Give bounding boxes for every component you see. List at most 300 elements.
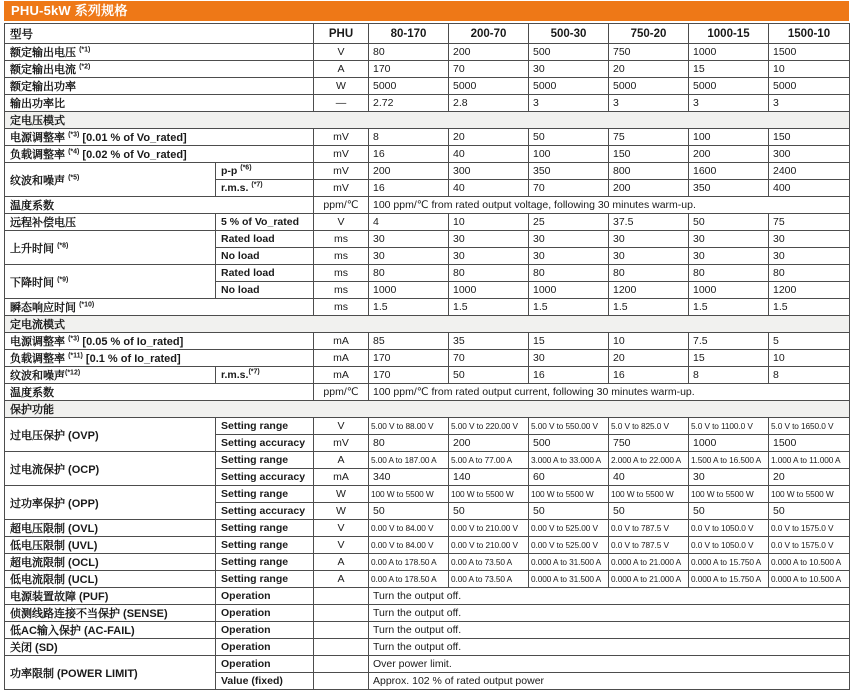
value-cell: 70 xyxy=(449,61,529,78)
value-cell-span: 100 ppm/℃ from rated output voltage, following 30 minutes warm-up. xyxy=(369,197,850,214)
value-cell: 100 W to 5500 W xyxy=(689,486,769,503)
value-cell: 5000 xyxy=(369,78,449,95)
unit-cell: ms xyxy=(314,282,369,299)
value-cell: 0.000 A to 15.750 A xyxy=(689,554,769,571)
value-cell: 1.5 xyxy=(529,299,609,316)
value-cell: 0.00 V to 525.00 V xyxy=(529,537,609,554)
table-row xyxy=(5,639,850,656)
unit-cell xyxy=(314,622,369,639)
row-sublabel: Operation xyxy=(216,639,314,656)
value-cell: 1000 xyxy=(689,282,769,299)
value-cell: 0.000 A to 15.750 A xyxy=(689,571,769,588)
value-cell: 20 xyxy=(449,129,529,146)
row-label: 低电压限制 (UVL) xyxy=(5,537,216,554)
value-cell: 300 xyxy=(449,163,529,180)
row-sublabel: Setting accuracy xyxy=(216,503,314,520)
value-cell: 100 W to 5500 W xyxy=(529,486,609,503)
value-cell: 37.5 xyxy=(609,214,689,231)
value-cell: 0.000 A to 31.500 A xyxy=(529,571,609,588)
row-label: 下降时间 $^{(*9)}$ xyxy=(5,265,216,299)
row-sublabel: Operation xyxy=(216,588,314,605)
row-label: 额定输出电流 $^{(*2)}$ xyxy=(5,61,314,78)
value-cell: 100 W to 5500 W xyxy=(769,486,850,503)
row-label: 输出功率比 xyxy=(5,95,314,112)
value-cell: 2.000 A to 22.000 A xyxy=(609,452,689,469)
value-cell: 200 xyxy=(609,180,689,197)
value-cell: 50 xyxy=(449,367,529,384)
unit-cell: A xyxy=(314,61,369,78)
value-cell: 50 xyxy=(689,214,769,231)
unit-cell: A xyxy=(314,571,369,588)
value-cell: 16 xyxy=(369,146,449,163)
table-row xyxy=(5,486,850,503)
value-cell: 10 xyxy=(449,214,529,231)
value-cell: 0.00 V to 84.00 V xyxy=(369,537,449,554)
value-cell: 30 xyxy=(449,231,529,248)
row-sublabel: Setting accuracy xyxy=(216,435,314,452)
value-cell: 5.0 V to 1650.0 V xyxy=(769,418,850,435)
row-sublabel: Operation xyxy=(216,605,314,622)
value-cell: 1600 xyxy=(689,163,769,180)
value-cell: 3 xyxy=(529,95,609,112)
page-title: PHU-5kW 系列规格 xyxy=(11,3,128,18)
value-cell: 30 xyxy=(609,248,689,265)
value-cell: 170 xyxy=(369,61,449,78)
value-cell: 1000 xyxy=(449,282,529,299)
table-row xyxy=(5,384,850,401)
value-cell: 5.00 A to 187.00 A xyxy=(369,452,449,469)
row-label: 温度系数 xyxy=(5,384,314,401)
value-cell: 200 xyxy=(369,163,449,180)
value-cell: 0.000 A to 10.500 A xyxy=(769,571,850,588)
table-header xyxy=(5,24,850,44)
value-cell: 800 xyxy=(609,163,689,180)
unit-cell: ms xyxy=(314,265,369,282)
value-cell: 0.0 V to 1050.0 V xyxy=(689,520,769,537)
value-cell: 340 xyxy=(369,469,449,486)
model-header: 1500-10 xyxy=(769,24,850,44)
unit-cell: A xyxy=(314,452,369,469)
row-sublabel: Value (fixed) xyxy=(216,673,314,690)
value-cell: 1000 xyxy=(529,282,609,299)
row-label: 超电压限制 (OVL) xyxy=(5,520,216,537)
value-cell: 50 xyxy=(769,503,850,520)
value-cell: 80 xyxy=(529,265,609,282)
value-cell: 8 xyxy=(689,367,769,384)
unit-cell xyxy=(314,656,369,673)
model-header: 200-70 xyxy=(449,24,529,44)
value-cell: 5.00 V to 220.00 V xyxy=(449,418,529,435)
value-cell: 150 xyxy=(609,146,689,163)
value-cell: 30 xyxy=(529,61,609,78)
model-header: 500-30 xyxy=(529,24,609,44)
value-cell: 1000 xyxy=(369,282,449,299)
value-cell-span: 100 ppm/℃ from rated output current, following 30 minutes warm-up. xyxy=(369,384,850,401)
row-label: 纹波和噪声$^{(*12)}$ xyxy=(5,367,216,384)
value-cell: 80 xyxy=(449,265,529,282)
row-sublabel: r.m.s. $^{(*7)}$ xyxy=(216,180,314,197)
table-row xyxy=(5,350,850,367)
row-sublabel: Setting range xyxy=(216,486,314,503)
value-cell: 140 xyxy=(449,469,529,486)
value-cell: 70 xyxy=(529,180,609,197)
unit-cell: W xyxy=(314,503,369,520)
value-cell: 0.00 V to 210.00 V xyxy=(449,520,529,537)
value-cell: 40 xyxy=(609,469,689,486)
value-cell: 75 xyxy=(609,129,689,146)
section-row xyxy=(5,401,850,418)
table-row xyxy=(5,554,850,571)
value-cell: 170 xyxy=(369,350,449,367)
value-cell: 200 xyxy=(449,44,529,61)
value-cell: 0.000 A to 10.500 A xyxy=(769,554,850,571)
value-cell: 750 xyxy=(609,435,689,452)
value-cell: 8 xyxy=(769,367,850,384)
row-label: 过功率保护 (OPP) xyxy=(5,486,216,520)
model-column-header: 型号 xyxy=(5,24,314,44)
row-label: 关闭 (SD) xyxy=(5,639,216,656)
value-cell: 20 xyxy=(609,61,689,78)
value-cell: 15 xyxy=(689,61,769,78)
value-cell: 5.00 V to 550.00 V xyxy=(529,418,609,435)
unit-cell: ppm/℃ xyxy=(314,384,369,401)
row-label: 瞬态响应时间 $^{(*10)}$ xyxy=(5,299,314,316)
value-cell: 50 xyxy=(689,503,769,520)
row-label: 低电流限制 (UCL) xyxy=(5,571,216,588)
value-cell: 0.0 V to 1050.0 V xyxy=(689,537,769,554)
unit-cell: ppm/℃ xyxy=(314,197,369,214)
table-row xyxy=(5,129,850,146)
row-sublabel: Operation xyxy=(216,622,314,639)
value-cell: 1200 xyxy=(609,282,689,299)
value-cell: 1.000 A to 11.000 A xyxy=(769,452,850,469)
row-sublabel: Setting range xyxy=(216,537,314,554)
value-cell: 100 W to 5500 W xyxy=(609,486,689,503)
value-cell-span: Turn the output off. xyxy=(369,622,850,639)
value-cell-span: Over power limit. xyxy=(369,656,850,673)
value-cell: 30 xyxy=(369,231,449,248)
value-cell: 30 xyxy=(609,231,689,248)
value-cell: 3 xyxy=(689,95,769,112)
row-label: 低AC输入保护 (AC-FAIL) xyxy=(5,622,216,639)
table-row xyxy=(5,605,850,622)
value-cell: 40 xyxy=(449,180,529,197)
row-sublabel: Rated load xyxy=(216,231,314,248)
value-cell: 0.0 V to 1575.0 V xyxy=(769,520,850,537)
value-cell: 100 xyxy=(529,146,609,163)
table-row xyxy=(5,537,850,554)
unit-cell: mV xyxy=(314,435,369,452)
value-cell: 150 xyxy=(769,129,850,146)
value-cell: 30 xyxy=(689,248,769,265)
value-cell: 50 xyxy=(529,129,609,146)
value-cell: 400 xyxy=(769,180,850,197)
value-cell: 30 xyxy=(529,350,609,367)
value-cell: 0.00 A to 178.50 A xyxy=(369,571,449,588)
value-cell-span: Turn the output off. xyxy=(369,588,850,605)
unit-cell: mA xyxy=(314,469,369,486)
value-cell-span: Turn the output off. xyxy=(369,639,850,656)
value-cell: 80 xyxy=(369,435,449,452)
value-cell: 5000 xyxy=(609,78,689,95)
row-sublabel: p-p $^{(*6)}$ xyxy=(216,163,314,180)
unit-cell: mV xyxy=(314,163,369,180)
row-sublabel: Setting range xyxy=(216,520,314,537)
value-cell: 30 xyxy=(449,248,529,265)
value-cell: 200 xyxy=(449,435,529,452)
table-row xyxy=(5,146,850,163)
spec-table xyxy=(4,23,850,690)
unit-cell xyxy=(314,588,369,605)
unit-cell: mA xyxy=(314,350,369,367)
value-cell: 100 xyxy=(689,129,769,146)
value-cell: 0.00 A to 178.50 A xyxy=(369,554,449,571)
value-cell: 10 xyxy=(769,350,850,367)
value-cell: 1.5 xyxy=(449,299,529,316)
table-row xyxy=(5,588,850,605)
value-cell: 1.500 A to 16.500 A xyxy=(689,452,769,469)
value-cell: 30 xyxy=(529,231,609,248)
value-cell: 200 xyxy=(689,146,769,163)
unit-cell: ms xyxy=(314,299,369,316)
value-cell: 5000 xyxy=(529,78,609,95)
table-row xyxy=(5,367,850,384)
value-cell: 80 xyxy=(369,44,449,61)
value-cell: 1000 xyxy=(689,435,769,452)
value-cell: 350 xyxy=(689,180,769,197)
value-cell: 3 xyxy=(769,95,850,112)
unit-cell: mV xyxy=(314,180,369,197)
value-cell: 4 xyxy=(369,214,449,231)
row-sublabel: Setting range xyxy=(216,452,314,469)
table-row xyxy=(5,95,850,112)
value-cell: 0.0 V to 787.5 V xyxy=(609,537,689,554)
value-cell: 50 xyxy=(609,503,689,520)
row-label: 过电压保护 (OVP) xyxy=(5,418,216,452)
value-cell: 5 xyxy=(769,333,850,350)
table-row xyxy=(5,78,850,95)
value-cell: 1.5 xyxy=(769,299,850,316)
section-title: 定电压模式 xyxy=(5,112,850,129)
row-sublabel: Setting range xyxy=(216,571,314,588)
value-cell: 50 xyxy=(449,503,529,520)
value-cell: 80 xyxy=(689,265,769,282)
model-header: 750-20 xyxy=(609,24,689,44)
value-cell: 350 xyxy=(529,163,609,180)
value-cell: 50 xyxy=(529,503,609,520)
value-cell: 3.000 A to 33.000 A xyxy=(529,452,609,469)
row-label: 额定输出电压 $^{(*1)}$ xyxy=(5,44,314,61)
header-row xyxy=(5,24,850,44)
value-cell: 2400 xyxy=(769,163,850,180)
section-title: 定电流模式 xyxy=(5,316,850,333)
model-header: 80-170 xyxy=(369,24,449,44)
value-cell: 15 xyxy=(529,333,609,350)
table-row xyxy=(5,44,850,61)
value-cell: 30 xyxy=(529,248,609,265)
row-sublabel: Setting range xyxy=(216,418,314,435)
value-cell: 5.00 A to 77.00 A xyxy=(449,452,529,469)
value-cell: 0.0 V to 1575.0 V xyxy=(769,537,850,554)
unit-cell: V xyxy=(314,520,369,537)
value-cell: 15 xyxy=(689,350,769,367)
value-cell: 30 xyxy=(769,231,850,248)
value-cell: 60 xyxy=(529,469,609,486)
section-row xyxy=(5,316,850,333)
unit-cell: W xyxy=(314,486,369,503)
unit-cell: — xyxy=(314,95,369,112)
value-cell: 750 xyxy=(609,44,689,61)
value-cell: 8 xyxy=(369,129,449,146)
unit-cell: V xyxy=(314,418,369,435)
value-cell: 16 xyxy=(609,367,689,384)
value-cell: 16 xyxy=(529,367,609,384)
value-cell: 1500 xyxy=(769,44,850,61)
value-cell: 50 xyxy=(369,503,449,520)
unit-cell: A xyxy=(314,554,369,571)
value-cell: 300 xyxy=(769,146,850,163)
value-cell: 1.5 xyxy=(369,299,449,316)
row-label: 电源调整率 $^{(*3)}$ [0.01 % of Vo_rated] xyxy=(5,129,314,146)
value-cell: 100 W to 5500 W xyxy=(369,486,449,503)
unit-column-header: PHU xyxy=(314,24,369,44)
row-sublabel: r.m.s.$^{(*7)}$ xyxy=(216,367,314,384)
value-cell: 5.00 V to 88.00 V xyxy=(369,418,449,435)
value-cell: 2.72 xyxy=(369,95,449,112)
value-cell: 100 W to 5500 W xyxy=(449,486,529,503)
row-label: 纹波和噪声 $^{(*5)}$ xyxy=(5,163,216,197)
row-label: 电源调整率 $^{(*3)}$ [0.05 % of Io_rated] xyxy=(5,333,314,350)
value-cell: 1.5 xyxy=(689,299,769,316)
value-cell: 0.000 A to 31.500 A xyxy=(529,554,609,571)
row-sublabel: Rated load xyxy=(216,265,314,282)
value-cell: 0.00 V to 525.00 V xyxy=(529,520,609,537)
unit-cell: V xyxy=(314,214,369,231)
value-cell: 0.00 A to 73.50 A xyxy=(449,571,529,588)
unit-cell: mV xyxy=(314,129,369,146)
table-row xyxy=(5,299,850,316)
unit-cell xyxy=(314,605,369,622)
table-row xyxy=(5,452,850,469)
value-cell: 30 xyxy=(769,248,850,265)
unit-cell: mV xyxy=(314,146,369,163)
value-cell: 20 xyxy=(609,350,689,367)
value-cell: 170 xyxy=(369,367,449,384)
value-cell: 5000 xyxy=(449,78,529,95)
value-cell: 80 xyxy=(769,265,850,282)
value-cell: 1200 xyxy=(769,282,850,299)
value-cell: 10 xyxy=(769,61,850,78)
value-cell: 500 xyxy=(529,435,609,452)
value-cell-span: Turn the output off. xyxy=(369,605,850,622)
value-cell: 0.00 V to 84.00 V xyxy=(369,520,449,537)
unit-cell: mA xyxy=(314,367,369,384)
model-header: 1000-15 xyxy=(689,24,769,44)
unit-cell: ms xyxy=(314,231,369,248)
value-cell: 2.8 xyxy=(449,95,529,112)
value-cell: 75 xyxy=(769,214,850,231)
value-cell: 1000 xyxy=(689,44,769,61)
unit-cell xyxy=(314,639,369,656)
table-row xyxy=(5,571,850,588)
row-sublabel: 5 % of Vo_rated xyxy=(216,214,314,231)
value-cell: 3 xyxy=(609,95,689,112)
value-cell: 1.5 xyxy=(609,299,689,316)
unit-cell: W xyxy=(314,78,369,95)
row-label: 温度系数 xyxy=(5,197,314,214)
value-cell: 85 xyxy=(369,333,449,350)
table-row xyxy=(5,333,850,350)
table-row xyxy=(5,214,850,231)
table-row xyxy=(5,163,850,180)
row-sublabel: Setting accuracy xyxy=(216,469,314,486)
value-cell: 80 xyxy=(609,265,689,282)
table-row xyxy=(5,231,850,248)
title-bar xyxy=(4,1,849,21)
value-cell: 30 xyxy=(689,231,769,248)
row-label: 负载调整率 $^{(*4)}$ [0.02 % of Vo_rated] xyxy=(5,146,314,163)
value-cell: 5.0 V to 825.0 V xyxy=(609,418,689,435)
unit-cell: V xyxy=(314,44,369,61)
value-cell: 70 xyxy=(449,350,529,367)
row-sublabel: No load xyxy=(216,248,314,265)
value-cell: 20 xyxy=(769,469,850,486)
value-cell: 10 xyxy=(609,333,689,350)
unit-cell: V xyxy=(314,537,369,554)
table-row xyxy=(5,265,850,282)
row-label: 远程补偿电压 xyxy=(5,214,216,231)
value-cell-span: Approx. 102 % of rated output power xyxy=(369,673,850,690)
section-title: 保护功能 xyxy=(5,401,850,418)
value-cell: 0.0 V to 787.5 V xyxy=(609,520,689,537)
value-cell: 1500 xyxy=(769,435,850,452)
value-cell: 0.00 V to 210.00 V xyxy=(449,537,529,554)
row-label: 过电流保护 (OCP) xyxy=(5,452,216,486)
value-cell: 30 xyxy=(689,469,769,486)
row-label: 上升时间 $^{(*8)}$ xyxy=(5,231,216,265)
row-label: 超电流限制 (OCL) xyxy=(5,554,216,571)
table-row xyxy=(5,622,850,639)
value-cell: 30 xyxy=(369,248,449,265)
value-cell: 0.000 A to 21.000 A xyxy=(609,571,689,588)
row-sublabel: No load xyxy=(216,282,314,299)
value-cell: 5000 xyxy=(769,78,850,95)
value-cell: 5000 xyxy=(689,78,769,95)
unit-cell: mA xyxy=(314,333,369,350)
unit-cell xyxy=(314,673,369,690)
row-label: 负载调整率 $^{(*11)}$ [0.1 % of Io_rated] xyxy=(5,350,314,367)
value-cell: 5.0 V to 1100.0 V xyxy=(689,418,769,435)
table-row xyxy=(5,418,850,435)
value-cell: 16 xyxy=(369,180,449,197)
unit-cell: ms xyxy=(314,248,369,265)
value-cell: 7.5 xyxy=(689,333,769,350)
table-body xyxy=(5,44,850,690)
row-label: 电源装置故障 (PUF) xyxy=(5,588,216,605)
value-cell: 40 xyxy=(449,146,529,163)
value-cell: 35 xyxy=(449,333,529,350)
row-sublabel: Setting range xyxy=(216,554,314,571)
table-row xyxy=(5,656,850,673)
value-cell: 80 xyxy=(369,265,449,282)
section-row xyxy=(5,112,850,129)
row-sublabel: Operation xyxy=(216,656,314,673)
value-cell: 25 xyxy=(529,214,609,231)
row-label: 功率限制 (POWER LIMIT) xyxy=(5,656,216,690)
row-label: 侦测线路连接不当保护 (SENSE) xyxy=(5,605,216,622)
value-cell: 0.000 A to 21.000 A xyxy=(609,554,689,571)
row-label: 额定输出功率 xyxy=(5,78,314,95)
